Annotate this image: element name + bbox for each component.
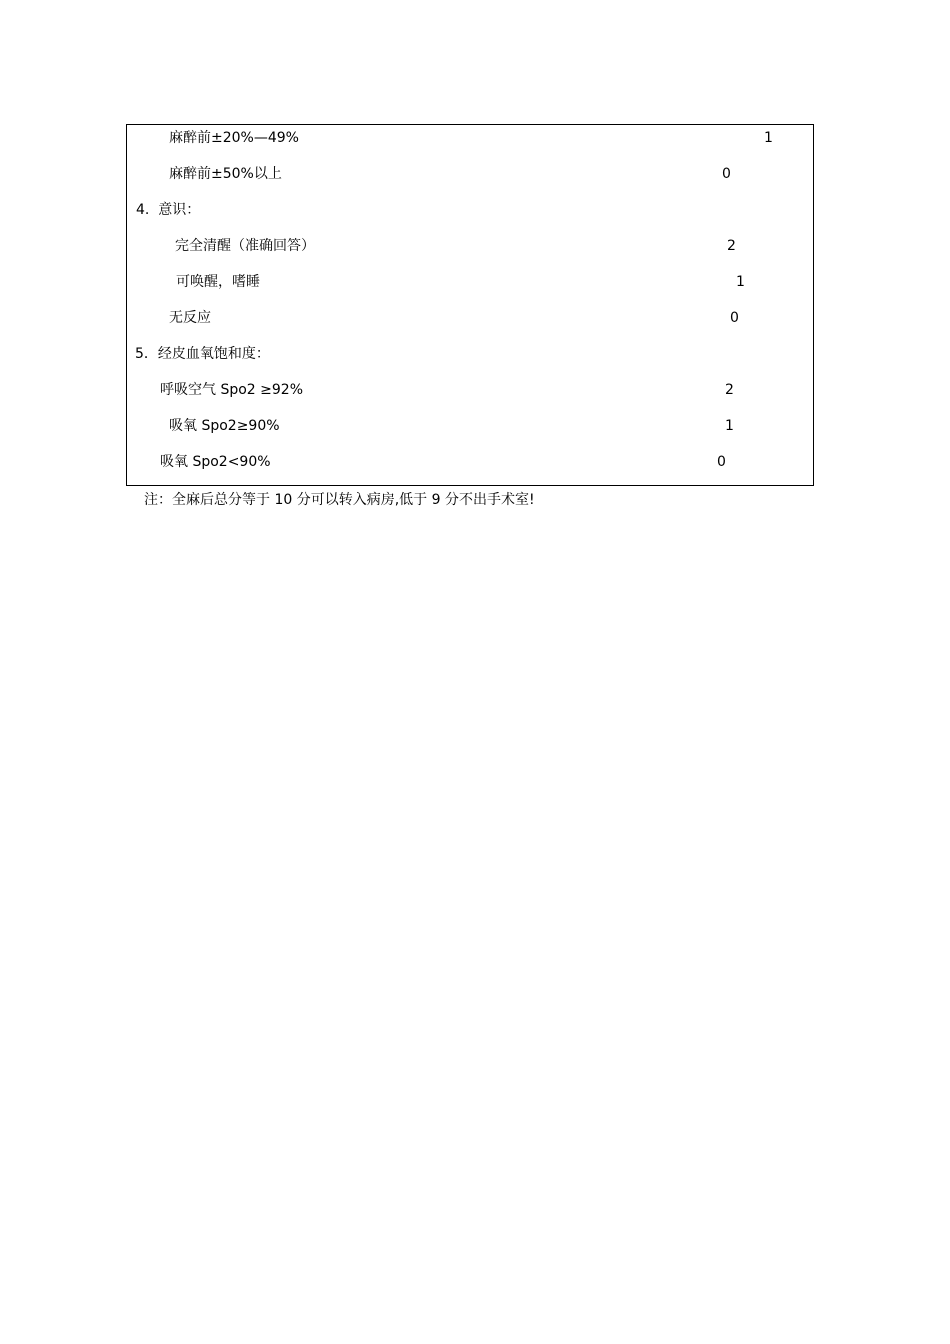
section-heading-spo2: 5．经皮血氧饱和度：	[135, 346, 270, 362]
footnote: 注：全麻后总分等于 10 分可以转入病房,低于 9 分不出手术室!	[144, 492, 535, 508]
row-label-oxygen-spo2-below-90: 吸氧 Spo2<90%	[160, 454, 271, 470]
row-score-oxygen-spo2-below-90: 0	[717, 454, 726, 470]
row-score-bp-50-plus: 0	[722, 166, 731, 182]
row-label-arousable: 可唤醒，嗜睡	[176, 274, 260, 290]
section-heading-consciousness: 4. 意识：	[136, 202, 201, 218]
row-label-bp-50-plus: 麻醉前±50%以上	[169, 166, 282, 182]
row-score-no-response: 0	[730, 310, 739, 326]
row-score-bp-20-49: 1	[764, 130, 773, 146]
row-score-oxygen-spo2-90-plus: 1	[725, 418, 734, 434]
row-label-oxygen-spo2-90-plus: 吸氧 Spo2≥90%	[169, 418, 280, 434]
scoring-table	[126, 124, 814, 486]
row-score-air-spo2: 2	[725, 382, 734, 398]
row-label-bp-20-49: 麻醉前±20%—49%	[169, 130, 299, 146]
row-label-air-spo2: 呼吸空气 Spo2 ≥92%	[160, 382, 303, 398]
row-label-no-response: 无反应	[169, 310, 211, 326]
row-score-arousable: 1	[736, 274, 745, 290]
row-label-fully-awake: 完全清醒（准确回答）	[175, 238, 315, 254]
row-score-fully-awake: 2	[727, 238, 736, 254]
